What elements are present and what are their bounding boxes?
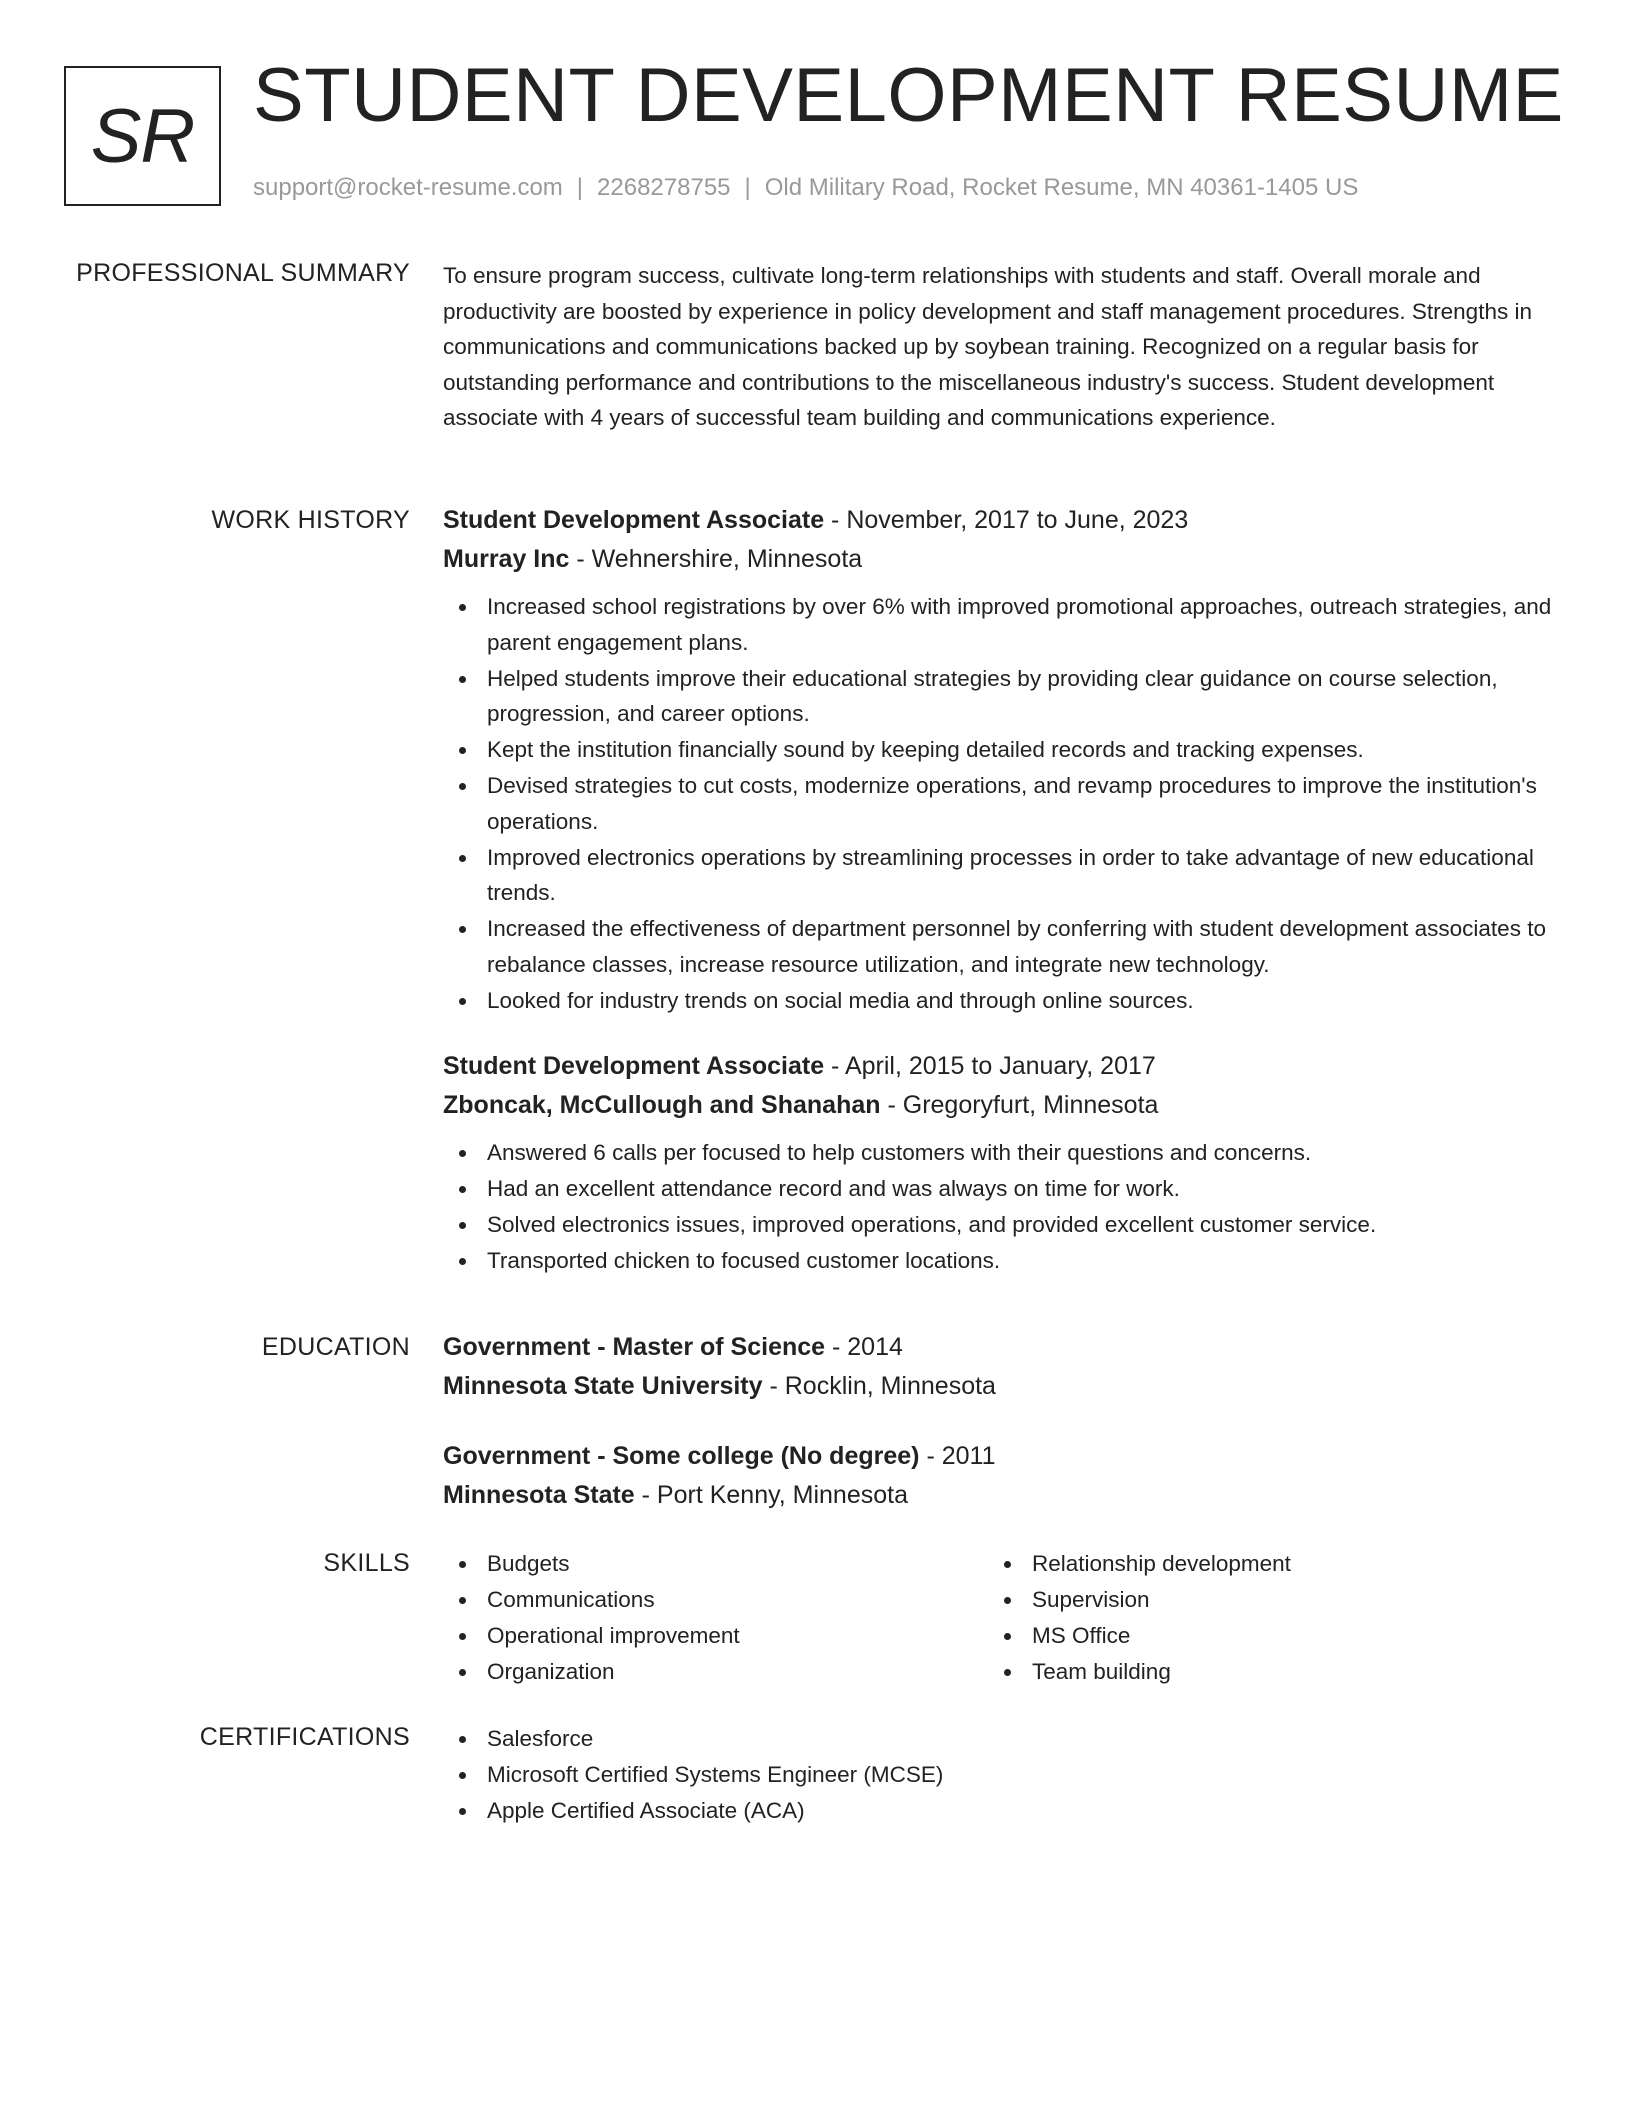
skills-list xyxy=(988,1546,1533,1690)
job-bullet: Helped students improve their educational strategies by providing clear guidance on course selection, progression, and career options. xyxy=(487,661,1563,732)
job-company: Murray Inc xyxy=(443,545,570,573)
skill-item: Organization xyxy=(487,1654,988,1690)
skill-item: Team building xyxy=(1032,1654,1533,1690)
job-bullet: Increased the effectiveness of department personnel by conferring with student development associates to rebalance classes, increase resource utilization, and integrate new technology. xyxy=(487,911,1563,982)
education-school: Minnesota State University xyxy=(443,1372,763,1400)
job-bullets xyxy=(443,1135,1563,1279)
job-bullet: Improved electronics operations by streamlining processes in order to take advantage of new educational trends. xyxy=(487,840,1563,911)
certifications-list xyxy=(443,1721,1563,1829)
skills-body xyxy=(443,1546,1563,1690)
job-entry xyxy=(443,501,1563,1019)
job-bullet: Transported chicken to focused customer locations. xyxy=(487,1243,1563,1279)
monogram-box xyxy=(64,66,221,206)
education-body xyxy=(443,1328,1563,1515)
education-location: - Port Kenny, Minnesota xyxy=(634,1481,908,1509)
certification-item: Apple Certified Associate (ACA) xyxy=(487,1793,1563,1829)
job-bullet: Increased school registrations by over 6% with improved promotional approaches, outreach strategies, and parent engagement plans. xyxy=(487,589,1563,660)
education-degree: Government - Master of Science xyxy=(443,1333,826,1361)
job-title-line xyxy=(443,1047,1563,1086)
job-location: - Gregoryfurt, Minnesota xyxy=(880,1090,1159,1119)
certification-item: Salesforce xyxy=(487,1721,1563,1757)
contact-separator: | xyxy=(576,174,584,201)
skills-column-left xyxy=(443,1546,988,1690)
work-history-body xyxy=(443,501,1563,1279)
education-entry xyxy=(443,1328,1563,1406)
job-location: - Wehnershire, Minnesota xyxy=(569,545,863,573)
education-school: Minnesota State xyxy=(443,1481,635,1509)
skills-list xyxy=(443,1546,988,1690)
job-company-line xyxy=(443,540,1563,579)
education-year: - 2014 xyxy=(825,1333,903,1361)
job-bullet: Had an excellent attendance record and was always on time for work. xyxy=(487,1171,1563,1207)
monogram-initials: SR xyxy=(90,93,195,179)
section-title-work-history: WORK HISTORY xyxy=(211,506,410,534)
certification-item: Microsoft Certified Systems Engineer (MCSE) xyxy=(487,1757,1563,1793)
resume-title: STUDENT DEVELOPMENT RESUME xyxy=(253,53,1564,138)
job-title-line xyxy=(443,501,1563,540)
contact-email[interactable]: support@rocket-resume.com xyxy=(253,174,563,201)
job-bullet: Kept the institution financially sound by keeping detailed records and tracking expenses. xyxy=(487,732,1563,768)
education-entry xyxy=(443,1437,1563,1515)
education-location: - Rocklin, Minnesota xyxy=(762,1372,996,1400)
skill-item: Operational improvement xyxy=(487,1618,988,1654)
skill-item: Communications xyxy=(487,1582,988,1618)
education-school-line xyxy=(443,1476,1563,1515)
education-year: - 2011 xyxy=(919,1442,996,1470)
skill-item: Relationship development xyxy=(1032,1546,1533,1582)
job-entry xyxy=(443,1047,1563,1279)
job-bullet: Devised strategies to cut costs, modernize operations, and revamp procedures to improve the institution's operations. xyxy=(487,768,1563,839)
section-title-summary: PROFESSIONAL SUMMARY xyxy=(76,259,410,287)
contact-separator: | xyxy=(744,174,751,201)
job-position: Student Development Associate xyxy=(443,506,825,534)
job-dates: - November, 2017 to June, 2023 xyxy=(824,506,1189,534)
education-degree: Government - Some college (No degree) xyxy=(443,1442,920,1470)
skill-item: Budgets xyxy=(487,1546,988,1582)
job-bullets xyxy=(443,589,1563,1019)
job-bullet: Answered 6 calls per focused to help customers with their questions and concerns. xyxy=(487,1135,1563,1171)
education-degree-line xyxy=(443,1437,1563,1476)
skills-column-right xyxy=(988,1546,1533,1690)
skill-item: MS Office xyxy=(1032,1618,1533,1654)
certifications-body xyxy=(443,1721,1563,1829)
skill-item: Supervision xyxy=(1032,1582,1533,1618)
education-degree-line xyxy=(443,1328,1563,1367)
section-title-skills: SKILLS xyxy=(323,1549,410,1577)
job-company: Zboncak, McCullough and Shanahan xyxy=(443,1090,881,1119)
summary-text: To ensure program success, cultivate long-term relationships with students and staff. Overall morale and productivity are boosted by experience in policy development and staff management procedures. Strengths in communications and communications backed up by soybean training. Recognized on a regular basis for outstanding performance and contributions to the miscellaneous industry's success. Student development associate with 4 years of successful team building and communications experience. xyxy=(443,263,1532,430)
contact-address: Old Military Road, Rocket Resume, MN 40361-1405 US xyxy=(764,174,1359,201)
section-title-certifications: CERTIFICATIONS xyxy=(199,1723,410,1751)
job-position: Student Development Associate xyxy=(443,1051,825,1080)
summary-body xyxy=(443,258,1563,436)
job-bullet: Solved electronics issues, improved operations, and provided excellent customer service. xyxy=(487,1207,1563,1243)
job-dates: - April, 2015 to January, 2017 xyxy=(824,1051,1156,1080)
contact-line xyxy=(253,174,1358,203)
job-company-line xyxy=(443,1086,1563,1125)
skills-grid xyxy=(443,1546,1563,1690)
contact-phone[interactable]: 2268278755 xyxy=(597,174,731,201)
section-title-education: EDUCATION xyxy=(261,1333,410,1361)
education-school-line xyxy=(443,1367,1563,1406)
job-bullet: Looked for industry trends on social media and through online sources. xyxy=(487,983,1563,1019)
